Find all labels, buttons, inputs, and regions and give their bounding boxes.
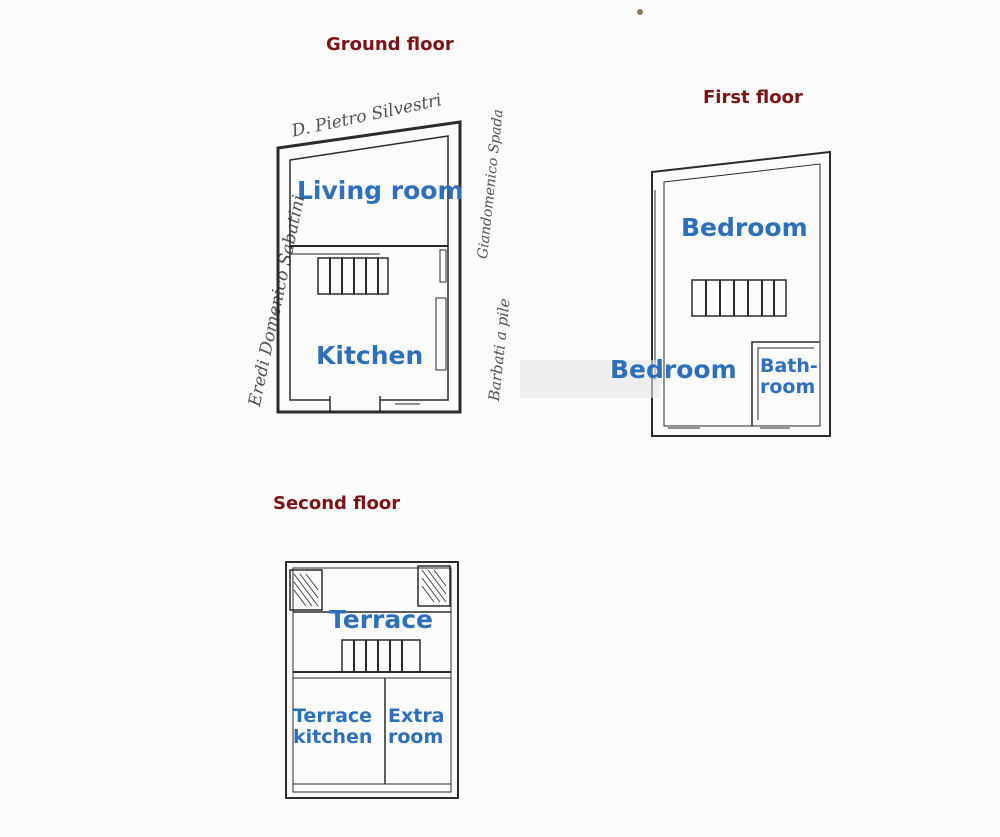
handwriting-top: D. Pietro Silvestri [290, 90, 444, 142]
handwriting-right-lower: Barbati a pile [485, 297, 514, 402]
terrace-kitchen-label-line1: Terrace [293, 705, 373, 727]
bathroom-label-line1: Bath- [760, 355, 818, 377]
room-terrace-kitchen [293, 706, 372, 749]
room-kitchen: Kitchen [316, 341, 424, 370]
room-extra-room [388, 706, 445, 749]
room-terrace: Terrace [329, 605, 433, 634]
ground-stairs [318, 258, 388, 294]
room-bedroom-top: Bedroom [681, 213, 808, 242]
second-floor-plan [286, 562, 458, 798]
ground-floor-title: Ground floor [326, 34, 454, 55]
terrace-kitchen-label-line2: kitchen [293, 726, 373, 749]
room-bedroom-bottom: Bedroom [610, 355, 737, 384]
handwriting-left: Eredi Domenico Sabatini [245, 193, 310, 409]
room-bathroom [760, 356, 818, 399]
second-floor-title: Second floor [273, 493, 401, 514]
extra-room-label-line1: Extra [388, 705, 445, 727]
extra-room-label-line2: room [388, 726, 444, 749]
first-stairs [692, 280, 786, 316]
room-living-room: Living room [297, 176, 464, 205]
second-stairs [342, 640, 420, 672]
handwriting-right-upper: Giandomenico Spada [475, 108, 507, 260]
bathroom-label-line2: room [760, 376, 816, 399]
first-floor-title: First floor [703, 87, 803, 108]
